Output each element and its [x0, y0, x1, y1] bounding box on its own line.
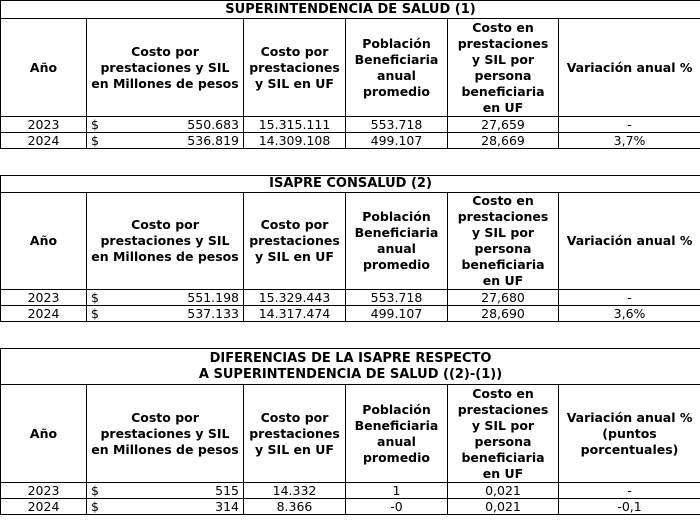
header-poblacion: Población Beneficiaria anual promedio — [346, 193, 448, 290]
table-row — [1, 117, 700, 133]
costo-millones-cell — [87, 290, 244, 306]
costo-persona-cell: 28,669 — [448, 133, 559, 149]
header-poblacion: Población Beneficiaria anual promedio — [346, 19, 448, 117]
header-costo-millones: Costo por prestaciones y SIL en Millones de pesos — [87, 385, 244, 483]
poblacion-cell: 499.107 — [346, 306, 448, 322]
variacion-cell: - — [559, 483, 700, 499]
costo-uf-cell: 14.317.474 — [244, 306, 346, 322]
header-variacion: Variación anual % — [559, 19, 700, 117]
costo-persona-cell: 0,021 — [448, 483, 559, 499]
costo-millones-cell — [87, 117, 244, 133]
header-variacion-pp: Variación anual % (puntos porcentuales) — [559, 385, 700, 483]
header-poblacion: Población Beneficiaria anual promedio — [346, 385, 448, 483]
costo-millones-cell — [87, 483, 244, 499]
variacion-cell: - — [559, 290, 700, 306]
amount: 537.133 — [187, 306, 239, 321]
header-costo-uf: Costo por prestaciones y SIL en UF — [244, 385, 346, 483]
variacion-cell: 3,7% — [559, 133, 700, 149]
year-cell: 2024 — [1, 133, 87, 149]
table-row — [1, 133, 700, 149]
costo-millones-cell — [87, 306, 244, 322]
header-variacion: Variación anual % — [559, 193, 700, 290]
currency-symbol: $ — [91, 133, 99, 148]
currency-symbol: $ — [91, 117, 99, 132]
table-title: SUPERINTENDENCIA DE SALUD (1) — [1, 1, 700, 19]
table-row — [1, 499, 700, 515]
costo-uf-cell: 14.309.108 — [244, 133, 346, 149]
costo-millones-cell — [87, 133, 244, 149]
header-costo-uf: Costo por prestaciones y SIL en UF — [244, 193, 346, 290]
header-ano: Año — [1, 385, 87, 483]
table-title: ISAPRE CONSALUD (2) — [1, 176, 700, 193]
amount: 515 — [215, 483, 239, 498]
variacion-cell: 3,6% — [559, 306, 700, 322]
costo-uf-cell: 8.366 — [244, 499, 346, 515]
year-cell: 2023 — [1, 117, 87, 133]
currency-symbol: $ — [91, 290, 99, 305]
costo-uf-cell: 14.332 — [244, 483, 346, 499]
currency-symbol: $ — [91, 499, 99, 514]
costo-persona-cell: 27,680 — [448, 290, 559, 306]
costo-uf-cell: 15.329.443 — [244, 290, 346, 306]
header-costo-millones: Costo por prestaciones y SIL en Millones de pesos — [87, 193, 244, 290]
header-costo-persona: Costo en prestaciones y SIL por persona beneficiaria en UF — [448, 193, 559, 290]
amount: 314 — [215, 499, 239, 514]
header-ano: Año — [1, 193, 87, 290]
table-row — [1, 290, 700, 306]
table-title-line1: DIFERENCIAS DE LA ISAPRE RESPECTO — [209, 350, 492, 366]
header-ano: Año — [1, 19, 87, 117]
currency-symbol: $ — [91, 483, 99, 498]
poblacion-cell: 499.107 — [346, 133, 448, 149]
table-diferencias — [0, 348, 700, 515]
year-cell: 2024 — [1, 306, 87, 322]
table-row — [1, 483, 700, 499]
header-costo-persona: Costo en prestaciones y SIL por persona beneficiaria en UF — [448, 385, 559, 483]
costo-millones-cell — [87, 499, 244, 515]
currency-symbol: $ — [91, 306, 99, 321]
table-superintendencia — [0, 0, 700, 149]
year-cell: 2023 — [1, 290, 87, 306]
table-isapre-consalud — [0, 175, 700, 322]
table-row — [1, 306, 700, 322]
header-costo-millones: Costo por prestaciones y SIL en Millones de pesos — [87, 19, 244, 117]
header-costo-uf: Costo por prestaciones y SIL en UF — [244, 19, 346, 117]
poblacion-cell: 553.718 — [346, 117, 448, 133]
amount: 536.819 — [187, 133, 239, 148]
costo-uf-cell: 15.315.111 — [244, 117, 346, 133]
costo-persona-cell: 0,021 — [448, 499, 559, 515]
variacion-cell: -0,1 — [559, 499, 700, 515]
table-title-line2: A SUPERINTENDENCIA DE SALUD ((2)-(1)) — [198, 366, 503, 382]
amount: 551.198 — [187, 290, 239, 305]
costo-persona-cell: 28,690 — [448, 306, 559, 322]
year-cell: 2023 — [1, 483, 87, 499]
poblacion-cell: -0 — [346, 499, 448, 515]
poblacion-cell: 1 — [346, 483, 448, 499]
amount: 550.683 — [187, 117, 239, 132]
costo-persona-cell: 27,659 — [448, 117, 559, 133]
year-cell: 2024 — [1, 499, 87, 515]
header-costo-persona: Costo en prestaciones y SIL por persona beneficiaria en UF — [448, 19, 559, 117]
table-title — [1, 349, 700, 385]
poblacion-cell: 553.718 — [346, 290, 448, 306]
variacion-cell: - — [559, 117, 700, 133]
